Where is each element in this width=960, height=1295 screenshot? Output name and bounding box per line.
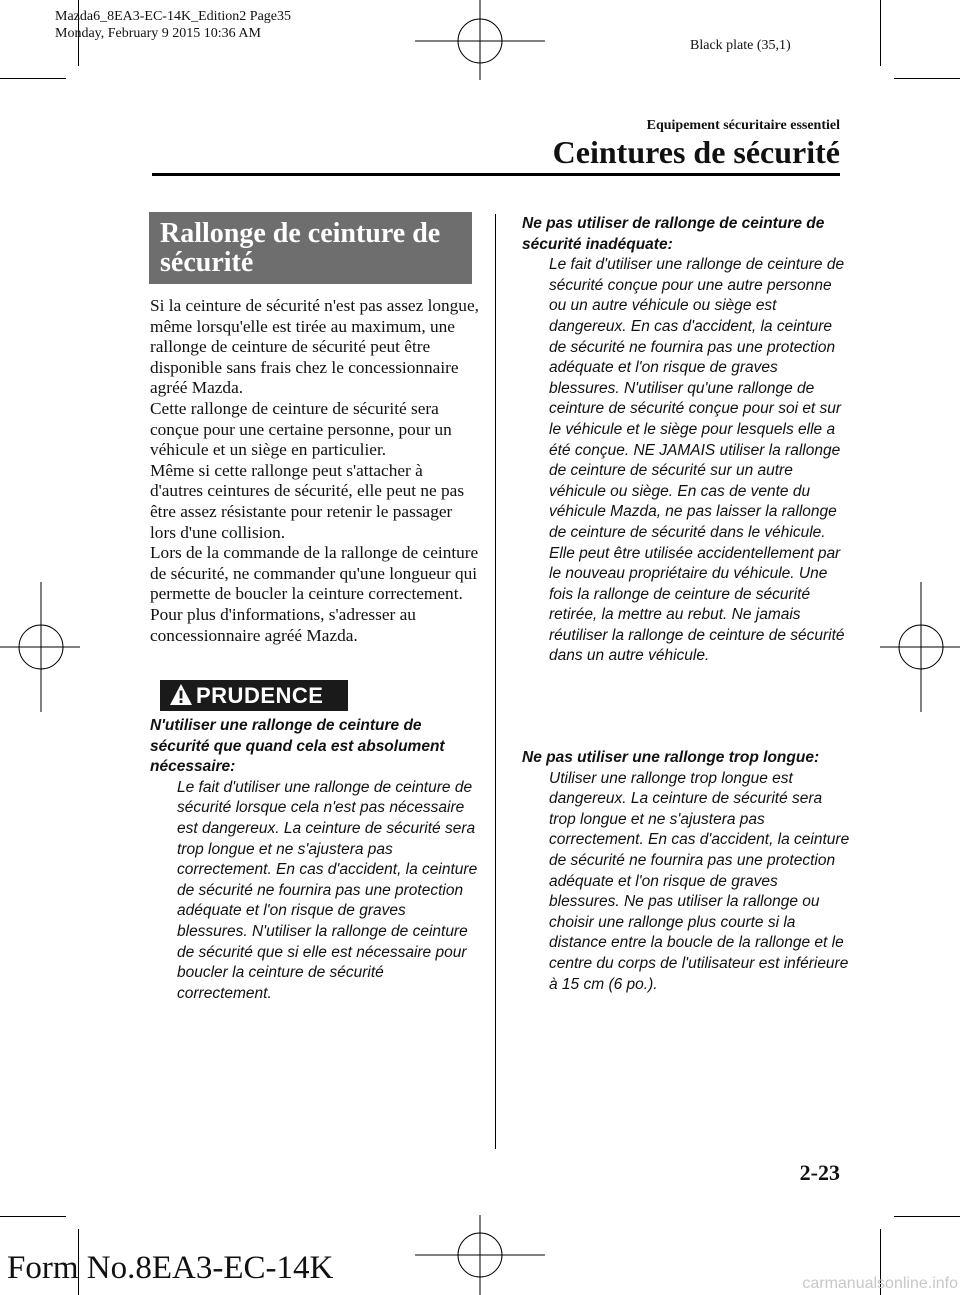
- plate-label: Black plate (35,1): [690, 38, 791, 53]
- column-divider: [495, 214, 496, 1149]
- warning-triangle-icon: [169, 683, 193, 707]
- body-text: [150, 296, 480, 646]
- print-timestamp: Monday, February 9 2015 10:36 AM: [55, 26, 261, 41]
- registration-mark-bottom: [415, 1215, 545, 1295]
- warning-text: Le fait d'utiliser une rallonge de ceinture de sécurité conçue pour une autre personne ou un autre véhicule ou siège est dangereux. En cas d'accident, la ceinture de sécurité ne fournira pas une protection adéquate et l'on risque de graves blessures. N'utiliser qu'une rallonge de ceinture de sécurité conçue pour soi et sur le véhicule et le siège pour lesquels elle a été conçue. NE JAMAIS utiliser la rallonge de ceinture de sécurité sur un autre véhicule ou siège. En cas de vente du véhicule Mazda, ne pas laisser la rallonge de ceinture de sécurité dans le véhicule. Elle peut être utilisée accidentellement par le nouveau propriétaire du véhicule. Une fois la rallonge de ceinture de sécurité retirée, la mettre au rebut. Ne jamais réutiliser la rallonge de ceinture de sécurité dans un autre véhicule.: [549, 256, 845, 665]
- body-paragraph: Si la ceinture de sécurité n'est pas assez longue, même lorsqu'elle est tirée au maximum, une rallonge de ceinture de sécurité peut être disponible sans frais chez le concessionnaire agréé Mazda.: [150, 296, 479, 398]
- print-job-name: Mazda6_8EA3-EC-14K_Edition2 Page35: [55, 9, 292, 24]
- section-title: Ceintures de sécurité: [552, 134, 840, 170]
- body-paragraph: Même si cette rallonge peut s'attacher à d'autres ceintures de sécurité, elle peut ne pas être assez résistante pour retenir le passager lors d'une collision.: [150, 460, 465, 542]
- form-number: Form No.8EA3-EC-14K: [7, 1250, 334, 1286]
- body-paragraph: Lors de la commande de la rallonge de ceinture de sécurité, ne commander qu'une longueur qui permette de boucler la ceinture correctement. Pour plus d'informations, s'adresser au concessionnaire agréé Mazda.: [150, 543, 479, 645]
- registration-mark-right: [880, 582, 960, 712]
- body-paragraph: Cette rallonge de ceinture de sécurité sera conçue pour une certaine personne, pour un véhicule et un siège en particulier.: [150, 398, 452, 460]
- warning-item: [150, 716, 480, 1004]
- registration-mark-top: [415, 0, 545, 80]
- warning-lead: Ne pas utiliser une rallonge trop longue:: [522, 749, 820, 766]
- warning-item: [522, 748, 852, 995]
- topic-heading: Rallonge de ceinture de sécurité: [160, 218, 441, 278]
- registration-mark-left: [0, 582, 80, 712]
- warning-text: Utiliser une rallonge trop longue est dangereux. La ceinture de sécurité sera trop longue et ne s'ajustera pas correctement. En cas d'accident, la ceinture de sécurité ne fournira pas une protection adéquate et l'on risque de graves blessures. Ne pas utiliser la rallonge ou choisir une rallonge plus courte si la distance entre la boucle de la rallonge et le centre du corps de l'utilisateur est inférieure à 15 cm (6 po.).: [549, 769, 850, 993]
- warning-lead: N'utiliser une rallonge de ceinture de sécurité que quand cela est absolument nécessaire:: [150, 717, 445, 776]
- print-metadata: [55, 8, 291, 42]
- header-rule: [152, 173, 840, 176]
- caution-label: PRUDENCE: [196, 683, 324, 708]
- page-number: 2-23: [799, 1160, 840, 1185]
- section-label: Equipement sécuritaire essentiel: [646, 118, 840, 133]
- warning-item: [522, 214, 852, 667]
- warning-text: Le fait d'utiliser une rallonge de ceinture de sécurité lorsque cela n'est pas nécessaire est dangereux. La ceinture de sécurité sera trop longue et ne s'ajustera pas correctement. En cas d'accident, la ceinture de sécurité ne fournira pas une protection adéquate et l'on risque de graves blessures. N'utiliser la rallonge de ceinture de sécurité que si elle est nécessaire pour boucler la ceinture de sécurité correctement.: [177, 778, 478, 1002]
- watermark: carmanualsonline.info: [802, 1275, 958, 1292]
- caution-badge: [160, 680, 348, 711]
- warning-lead: Ne pas utiliser de rallonge de ceinture de sécurité inadéquate:: [522, 215, 825, 253]
- topic-heading-box: [149, 212, 472, 284]
